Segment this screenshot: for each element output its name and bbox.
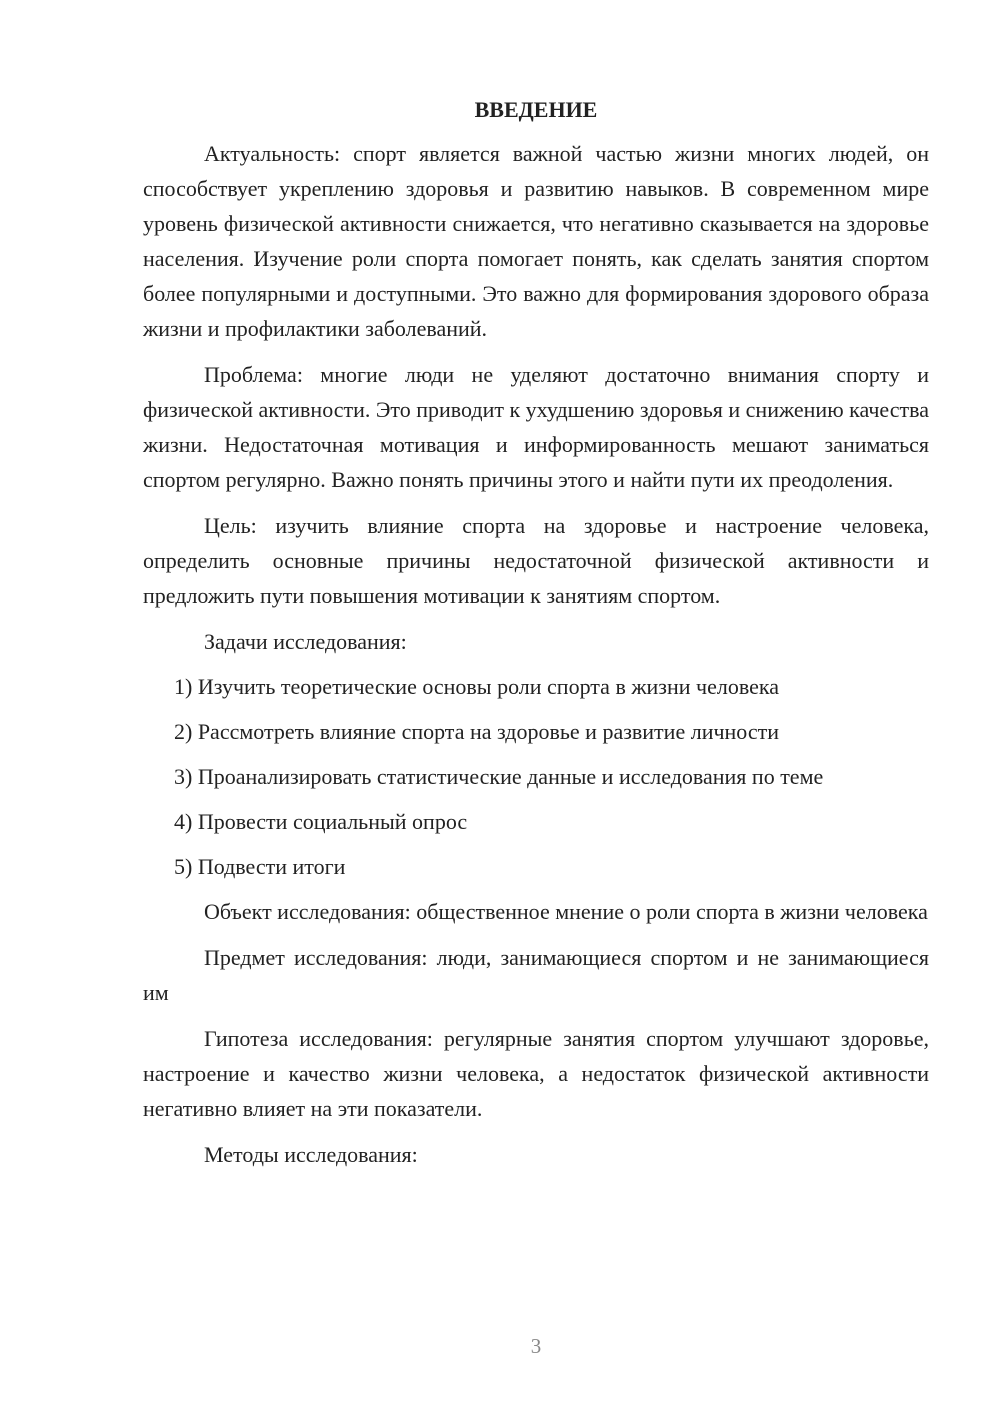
document-page	[143, 94, 929, 1182]
paragraph-relevance: Актуальность: спорт является важной частью жизни многих людей, он способствует укреплению здоровья и развитию навыков. В современном мире уровень физической активности снижается, что негативно сказывается на здоровье населения. Изучение роли спорта помогает понять, как сделать занятия спортом более популярными и доступными. Это важно для формирования здорового образа жизни и профилактики заболеваний.	[143, 141, 929, 341]
methods-heading: Методы исследования:	[204, 1142, 418, 1167]
tasks-list	[143, 669, 929, 884]
list-item: 4) Провести социальный опрос	[174, 809, 468, 834]
section-title: ВВЕДЕНИЕ	[474, 97, 598, 122]
paragraph-goal: Цель: изучить влияние спорта на здоровье и настроение человека, определить основные причины недостаточной физической активности и предложить пути повышения мотивации к занятиям спортом.	[143, 513, 929, 608]
paragraph-object: Объект исследования: общественное мнение о роли спорта в жизни человека	[204, 899, 928, 924]
list-item: 3) Проанализировать статистические данные и исследования по теме	[174, 764, 824, 789]
tasks-heading: Задачи исследования:	[204, 629, 407, 654]
paragraph-subject: Предмет исследования: люди, занимающиеся спортом и не занимающиеся им	[143, 945, 929, 1005]
paragraph-hypothesis: Гипотеза исследования: регулярные занятия спортом улучшают здоровье, настроение и качество жизни человека, а недостаток физической активности негативно влияет на эти показатели.	[143, 1026, 929, 1121]
list-item: 1) Изучить теоретические основы роли спорта в жизни человека	[174, 674, 779, 699]
page-number: 3	[530, 1334, 542, 1358]
list-item: 2) Рассмотреть влияние спорта на здоровье и развитие личности	[174, 719, 779, 744]
list-item: 5) Подвести итоги	[174, 854, 346, 879]
paragraph-problem: Проблема: многие люди не уделяют достаточно внимания спорту и физической активности. Это приводит к ухудшению здоровья и снижению качества жизни. Недостаточная мотивация и информированность мешают заниматься спортом регулярно. Важно понять причины этого и найти пути их преодоления.	[143, 362, 929, 492]
